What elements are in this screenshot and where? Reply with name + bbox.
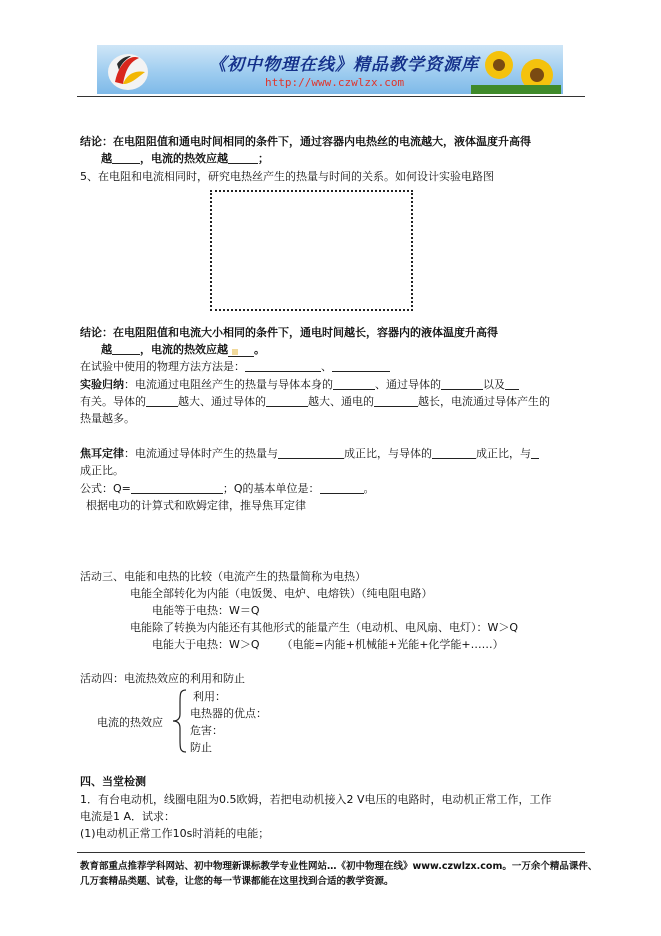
method-separator: 、 <box>321 360 332 373</box>
conclusion-2-mid: ，电流的热效应越 <box>140 343 228 356</box>
formula-text: 。 <box>363 482 375 495</box>
answer-blank[interactable] <box>505 378 519 390</box>
conclusion-2-end: 。 <box>254 343 265 356</box>
joule-line1 <box>80 445 539 461</box>
footer-line2: 几万套精品类题、试卷，让您的每一节课都能在这里找到合适的教学资源。 <box>80 876 394 887</box>
joule-line2: 成正比。 <box>80 464 124 477</box>
sunflower-image <box>471 45 561 94</box>
conclusion-2-fill-label: 越 <box>101 343 112 356</box>
activity3-line3: 电能除了转换为内能还有其他形式的能量产生（电动机、电风扇、电灯）：W＞Q <box>130 621 519 634</box>
joule-label: 焦耳定律 <box>80 447 124 460</box>
header-banner <box>97 45 563 94</box>
answer-blank[interactable] <box>146 395 178 407</box>
answer-blank[interactable] <box>531 447 539 459</box>
answer-blank[interactable] <box>333 378 375 390</box>
activity3-line4a: 电能大于电热：W＞Q <box>152 638 260 651</box>
conclusion-1-line1: 结论：在电阻阻值和通电时间相同的条件下，通过容器内电热丝的电流越大，液体温度升高得 <box>80 135 531 148</box>
activity4-title: 活动四：电流热效应的利用和防止 <box>80 672 245 685</box>
question-5: 5、在电阻和电流相同时，研究电热丝产生的热量与时间的关系。如何设计实验电路图 <box>80 170 494 183</box>
activity4-item-1: 利用： <box>193 690 226 703</box>
summary-text: 越大、通过导体的 <box>178 395 266 408</box>
summary-label: 实验归纳 <box>80 378 124 391</box>
method-line <box>80 358 390 374</box>
answer-blank[interactable] <box>266 395 308 407</box>
header-divider <box>77 96 585 97</box>
conclusion-1-line2 <box>101 150 269 166</box>
activity3-line4 <box>152 636 504 652</box>
joule-text: ：电流通过导体时产生的热量与 <box>124 447 278 460</box>
answer-blank[interactable] <box>245 360 321 372</box>
activity4-center: 电流的热效应 <box>97 716 163 729</box>
conclusion-1-mid: ，电流的热效应越 <box>140 152 228 165</box>
check-q1-line1: 1．有台电动机，线圈电阻为0.5欧姆，若把电动机接入2 V电压的电路时，电动机正常工作，工作 <box>80 793 552 806</box>
formula-text: 公式：Q= <box>80 482 131 495</box>
summary-text: 有关。导体的 <box>80 395 146 408</box>
activity4-item-2: 电热器的优点： <box>190 707 267 720</box>
answer-blank[interactable] <box>374 395 418 407</box>
answer-blank[interactable] <box>228 345 254 357</box>
summary-text: 越大、通电的 <box>308 395 374 408</box>
joule-text: 成正比，与 <box>476 447 531 460</box>
answer-blank[interactable] <box>112 152 140 164</box>
summary-text: 以及 <box>483 378 505 391</box>
answer-blank[interactable] <box>441 378 483 390</box>
summary-text: ：电流通过电阻丝产生的热量与导体本身的 <box>124 378 333 391</box>
summary-text: 越长，电流通过导体产生的 <box>418 395 550 408</box>
answer-blank[interactable] <box>278 447 344 459</box>
footer-divider <box>77 852 585 853</box>
activity3-line1: 电能全部转化为内能（电饭煲、电炉、电熔铁）（纯电阻电路） <box>130 587 433 600</box>
conclusion-2-line2 <box>101 341 265 357</box>
joule-text: 成正比，与导体的 <box>344 447 432 460</box>
answer-blank[interactable] <box>112 343 140 355</box>
banner-title: 《初中物理在线》精品教学资源库 <box>209 55 479 75</box>
summary-line3: 热量越多。 <box>80 412 135 425</box>
formula-text: ；Q的基本单位是： <box>222 482 320 495</box>
brace-icon <box>170 688 188 754</box>
answer-blank[interactable] <box>131 482 223 494</box>
footer-line1: 教育部重点推荐学科网站、初中物理新课标教学专业性网站…《初中物理在线》www.czwlzx.com。一万余个精品课件、 <box>80 861 598 872</box>
check-q1-line2: 电流是1 A．试求： <box>80 810 176 823</box>
joule-derive: 根据电功的计算式和欧姆定律，推导焦耳定律 <box>86 499 306 512</box>
activity3-title: 活动三、电能和电热的比较（电流产生的热量简称为电热） <box>80 570 366 583</box>
summary-text: 、通过导体的 <box>375 378 441 391</box>
summary-line2 <box>80 393 550 409</box>
answer-blank[interactable] <box>320 482 364 494</box>
joule-formula <box>80 480 375 496</box>
activity3-line4b: （电能=内能+机械能+光能+化学能+……） <box>281 638 504 651</box>
circuit-diagram-box[interactable] <box>210 190 413 311</box>
activity4-item-4: 防止 <box>190 741 212 754</box>
answer-blank[interactable] <box>332 360 390 372</box>
banner-url[interactable]: http://www.czwlzx.com <box>265 76 405 89</box>
answer-blank[interactable] <box>228 152 258 164</box>
site-logo-icon <box>105 48 151 92</box>
activity4-item-3: 危害： <box>190 724 223 737</box>
conclusion-2-line1: 结论：在电阻阻值和电流大小相同的条件下，通电时间越长，容器内的液体温度升高得 <box>80 326 498 339</box>
answer-blank[interactable] <box>432 447 476 459</box>
summary-line1 <box>80 376 519 392</box>
method-text: 在试验中使用的物理方法方法是： <box>80 360 245 373</box>
conclusion-1-end: ； <box>258 152 269 165</box>
check-title: 四、当堂检测 <box>80 775 146 788</box>
check-q1-sub1: (1)电动机正常工作10s时消耗的电能； <box>80 827 270 840</box>
conclusion-1-fill-label: 越 <box>101 152 112 165</box>
activity3-line2: 电能等于电热：W＝Q <box>152 604 260 617</box>
